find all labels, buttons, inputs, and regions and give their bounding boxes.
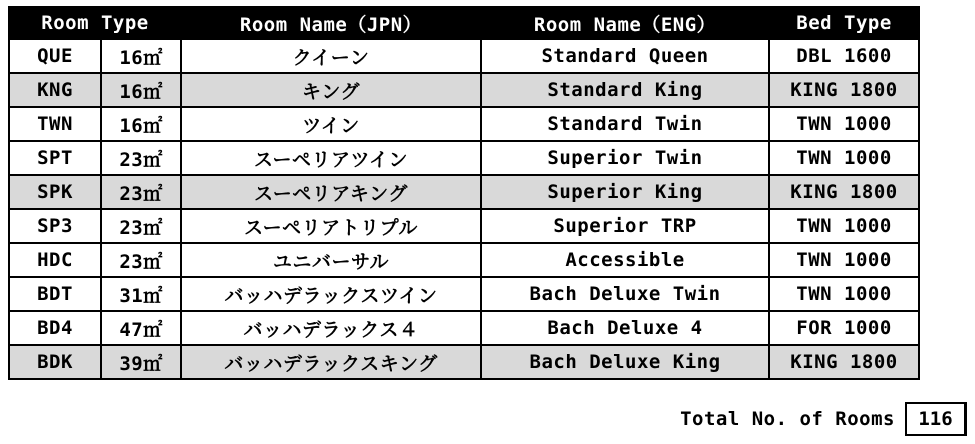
cell-room-name-jpn: バッハデラックスキング — [181, 345, 481, 379]
cell-room-area: 16㎡ — [101, 73, 181, 107]
cell-room-name-eng: Superior TRP — [481, 209, 769, 243]
cell-bed-type: KING 1800 — [769, 73, 919, 107]
table-body — [9, 39, 919, 379]
column-header-bed-type: Bed Type — [769, 7, 919, 39]
table-row — [9, 209, 919, 243]
cell-room-area: 16㎡ — [101, 107, 181, 141]
cell-room-area: 31㎡ — [101, 277, 181, 311]
cell-room-name-eng: Bach Deluxe 4 — [481, 311, 769, 345]
cell-bed-type: TWN 1000 — [769, 243, 919, 277]
cell-room-name-eng: Bach Deluxe King — [481, 345, 769, 379]
cell-room-name-jpn: スーペリアキング — [181, 175, 481, 209]
cell-room-name-eng: Bach Deluxe Twin — [481, 277, 769, 311]
table-row — [9, 175, 919, 209]
total-rooms-footer — [8, 402, 967, 436]
cell-room-area: 23㎡ — [101, 243, 181, 277]
cell-room-name-jpn: ツイン — [181, 107, 481, 141]
cell-bed-type: TWN 1000 — [769, 209, 919, 243]
header-row — [9, 7, 919, 39]
total-rooms-label: Total No. of Rooms — [680, 408, 895, 430]
cell-bed-type: KING 1800 — [769, 345, 919, 379]
cell-room-code: BDT — [9, 277, 101, 311]
cell-bed-type: DBL 1600 — [769, 39, 919, 73]
total-rooms-value: 116 — [905, 402, 967, 436]
room-type-sheet — [0, 6, 975, 444]
cell-room-code: SPK — [9, 175, 101, 209]
table-row — [9, 345, 919, 379]
cell-room-name-jpn: ユニバーサル — [181, 243, 481, 277]
cell-room-code: TWN — [9, 107, 101, 141]
room-type-table — [8, 6, 920, 380]
cell-room-name-eng: Standard Twin — [481, 107, 769, 141]
cell-room-area: 39㎡ — [101, 345, 181, 379]
cell-room-name-jpn: キング — [181, 73, 481, 107]
column-header-room-name-jpn: Room Name（JPN） — [181, 7, 481, 39]
cell-room-name-jpn: スーペリアツイン — [181, 141, 481, 175]
cell-room-name-jpn: バッハデラックスツイン — [181, 277, 481, 311]
table-row — [9, 141, 919, 175]
table-row — [9, 107, 919, 141]
cell-room-name-jpn: クイーン — [181, 39, 481, 73]
table-header — [9, 7, 919, 39]
cell-room-area: 23㎡ — [101, 209, 181, 243]
table-row — [9, 277, 919, 311]
column-header-room-name-eng: Room Name（ENG） — [481, 7, 769, 39]
cell-room-area: 47㎡ — [101, 311, 181, 345]
cell-room-code: SPT — [9, 141, 101, 175]
cell-room-code: SP3 — [9, 209, 101, 243]
table-row — [9, 39, 919, 73]
cell-room-name-eng: Superior King — [481, 175, 769, 209]
cell-room-name-eng: Standard King — [481, 73, 769, 107]
cell-room-code: KNG — [9, 73, 101, 107]
cell-room-area: 23㎡ — [101, 141, 181, 175]
cell-room-name-jpn: バッハデラックス４ — [181, 311, 481, 345]
cell-room-name-eng: Standard Queen — [481, 39, 769, 73]
cell-room-name-jpn: スーペリアトリプル — [181, 209, 481, 243]
cell-room-name-eng: Accessible — [481, 243, 769, 277]
cell-bed-type: TWN 1000 — [769, 107, 919, 141]
cell-room-code: BDK — [9, 345, 101, 379]
cell-bed-type: TWN 1000 — [769, 277, 919, 311]
table-row — [9, 243, 919, 277]
cell-room-area: 16㎡ — [101, 39, 181, 73]
cell-room-code: HDC — [9, 243, 101, 277]
cell-room-code: BD4 — [9, 311, 101, 345]
column-header-room-type: Room Type — [9, 7, 181, 39]
table-row — [9, 73, 919, 107]
table-row — [9, 311, 919, 345]
cell-bed-type: TWN 1000 — [769, 141, 919, 175]
cell-bed-type: FOR 1000 — [769, 311, 919, 345]
cell-room-name-eng: Superior Twin — [481, 141, 769, 175]
cell-room-area: 23㎡ — [101, 175, 181, 209]
cell-room-code: QUE — [9, 39, 101, 73]
cell-bed-type: KING 1800 — [769, 175, 919, 209]
